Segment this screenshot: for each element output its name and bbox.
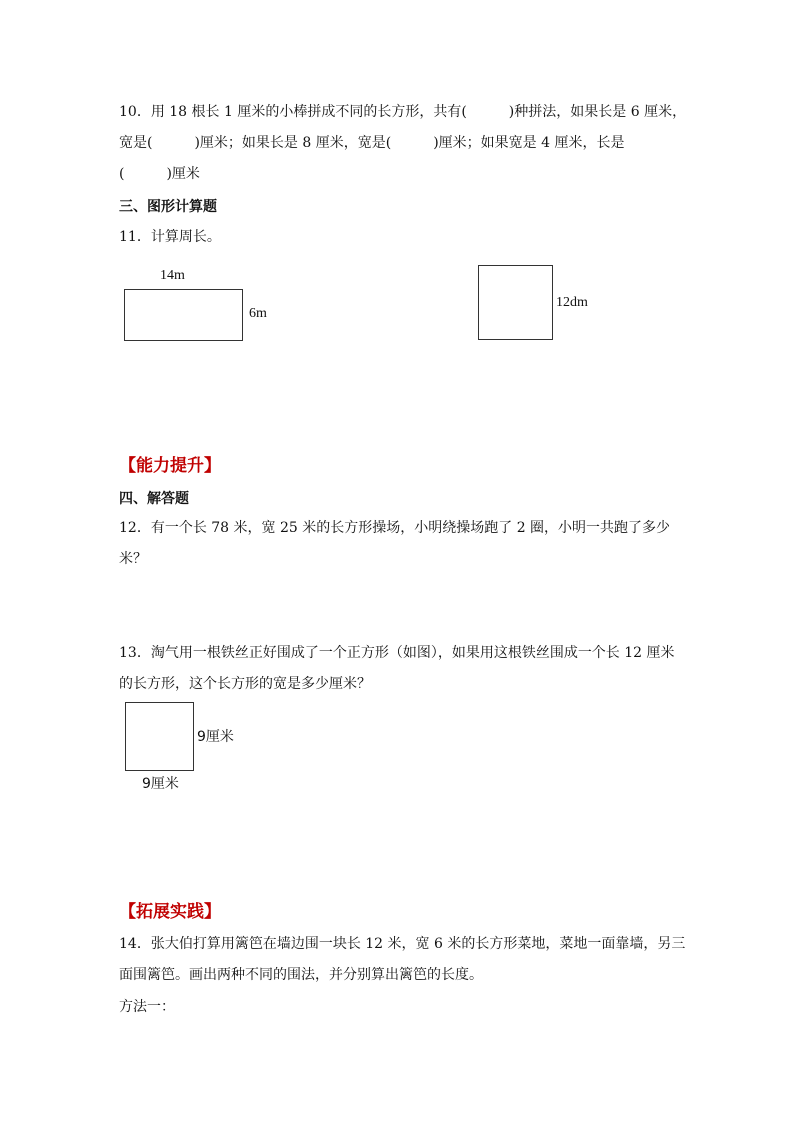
q10-line1: 10．用 18 根长 1 厘米的小棒拼成不同的长方形，共有( )种拼法，如果长是 6 厘米，: [119, 104, 687, 120]
square-shape: [478, 265, 553, 340]
q13-line1: 13．淘气用一根铁丝正好围成了一个正方形（如图），如果用这根铁丝围成一个长 12 厘米: [119, 645, 675, 661]
rect-width-label: 6m: [249, 306, 267, 321]
square-bottom-label: 9厘米: [142, 776, 179, 792]
q14-line1: 14．张大伯打算用篱笆在墙边围一块长 12 米，宽 6 米的长方形菜地，菜地一面靠墙，另三: [119, 936, 686, 952]
q11-text: 11．计算周长。: [119, 229, 221, 245]
square-side-label: 12dm: [556, 295, 588, 310]
wire-square-shape: [125, 702, 194, 771]
q13-line2: 的长方形，这个长方形的宽是多少厘米？: [119, 676, 371, 692]
ability-banner: 【能力提升】: [119, 456, 221, 476]
q12-line2: 米？: [119, 551, 147, 567]
section-4-heading: 四、解答题: [119, 491, 189, 507]
rectangle-shape: [124, 289, 243, 341]
q14-line2: 面围篱笆。画出两种不同的围法，并分别算出篱笆的长度。: [119, 967, 483, 983]
q10-line2: 宽是( )厘米；如果长是 8 厘米，宽是( )厘米；如果宽是 4 厘米，长是: [119, 135, 625, 151]
q10-line3: ( )厘米: [119, 166, 200, 182]
section-3-heading: 三、图形计算题: [119, 199, 217, 215]
q14-method1: 方法一：: [119, 999, 175, 1015]
q12-line1: 12．有一个长 78 米，宽 25 米的长方形操场，小明绕操场跑了 2 圈，小明一共跑了多少: [119, 520, 671, 536]
practice-banner: 【拓展实践】: [119, 902, 221, 922]
rect-length-label: 14m: [160, 268, 185, 283]
square-right-label: 9厘米: [197, 729, 234, 745]
